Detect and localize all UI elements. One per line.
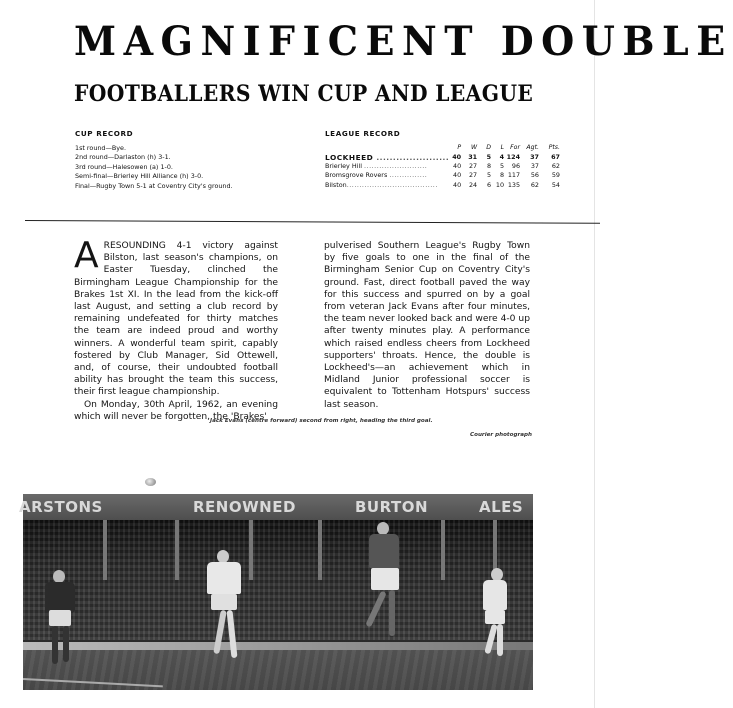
page-edge-rule <box>594 0 595 708</box>
photo-caption: Jack Evans (centre forward) second from right, heading the third goal. <box>210 418 433 424</box>
stand-pillar <box>175 520 179 580</box>
lost-cell: 8 <box>499 171 505 180</box>
cup-record <box>75 129 305 191</box>
section-divider <box>25 220 600 224</box>
drawn-cell: 5 <box>486 171 492 180</box>
team-cell <box>325 162 449 171</box>
football-image <box>145 478 156 486</box>
header-against: Agt. <box>526 144 539 151</box>
header-won: W <box>470 144 478 151</box>
table-row <box>325 181 560 190</box>
against-cell: 37 <box>530 153 539 161</box>
drawn-cell: 5 <box>486 153 492 161</box>
points-cell: 59 <box>551 171 560 180</box>
photo-credit: Courier photograph <box>470 432 532 438</box>
against-cell: 56 <box>530 171 539 180</box>
for-cell: 96 <box>511 162 521 171</box>
won-cell: 27 <box>468 171 478 180</box>
stand-pillar <box>249 520 253 580</box>
won-cell: 27 <box>468 162 478 171</box>
for-cell: 117 <box>507 171 521 180</box>
hoarding-word: ARSTONS <box>19 498 103 516</box>
leader-dots: ......................... <box>364 162 428 171</box>
cup-round: Semi-final—Brierley Hill Alliance (h) 3-0. <box>75 172 204 181</box>
table-row <box>325 162 560 171</box>
played-cell: 40 <box>452 153 462 161</box>
hoarding-word: RENOWNED <box>193 498 296 516</box>
team-name: Bilston <box>325 180 347 189</box>
league-table-header <box>325 144 560 153</box>
team-cell <box>325 153 449 162</box>
header-lost: L <box>500 144 505 151</box>
header-team <box>325 144 449 153</box>
crowd-stand <box>23 520 533 640</box>
article-column-left <box>74 235 278 423</box>
team-name: Bromsgrove Rovers <box>325 171 388 180</box>
article-paragraph-text: RESOUNDING 4-1 victory against Bilston, last season's champions, on Easter Tuesday, clinched the Birmingham League Championship for the Brakes 1st XI. In the lead from the kick-off last August, and setting a club record by remaining undefeated for thirty matches the team are indeed proud and worthy winners. A wonderful team spirit, capably fostered by Club Manager, Sid Ottewell, and, of course, their undoubted football ability has brought the team this success, their first league championship. <box>74 241 278 398</box>
subheadline: FOOTBALLERS WIN CUP AND LEAGUE <box>74 81 534 107</box>
hoarding-word: ALES <box>479 498 524 516</box>
cup-round: 3rd round—Halesowen (a) 1-0. <box>75 162 173 171</box>
drop-cap: A <box>74 235 99 276</box>
points-cell: 54 <box>551 180 560 189</box>
lost-cell: 4 <box>499 153 505 161</box>
cup-round: Final—Rugby Town 5-1 at Coventry City's ground. <box>75 181 233 190</box>
team-cell <box>325 181 449 190</box>
league-record-title: LEAGUE RECORD <box>325 129 401 138</box>
table-row <box>325 153 560 162</box>
headline: MAGNIFICENT DOUBLE <box>74 16 733 65</box>
article-paragraph: On Monday, 30th April, 1962, an evening which will never be forgotten, the 'Brakes' <box>74 399 278 422</box>
article-column-right <box>324 240 530 411</box>
match-photo <box>19 494 533 690</box>
article-paragraph <box>74 235 278 399</box>
won-cell: 31 <box>468 153 478 161</box>
stadium-hoarding <box>19 494 533 520</box>
drawn-cell: 6 <box>486 180 492 189</box>
header-for: For <box>510 144 521 151</box>
against-cell: 37 <box>530 162 539 171</box>
against-cell: 62 <box>530 180 539 189</box>
leader-dots: .................................... <box>346 180 438 189</box>
league-table <box>325 144 560 190</box>
cup-round: 2nd round—Darlaston (h) 3-1. <box>75 153 171 162</box>
stand-pillar <box>103 520 107 580</box>
lost-cell: 5 <box>499 162 505 171</box>
league-record <box>325 129 560 190</box>
team-name: LOCKHEED <box>325 153 374 162</box>
leader-dots: ............... <box>389 171 428 180</box>
cup-record-title: CUP RECORD <box>75 129 134 138</box>
played-cell: 40 <box>453 180 462 189</box>
team-cell <box>325 171 449 180</box>
drawn-cell: 8 <box>486 162 492 171</box>
team-name: Brierley Hill <box>325 162 362 171</box>
header-played: P <box>457 144 462 151</box>
leader-dots: ...................... <box>376 153 450 162</box>
hoarding-word: BURTON <box>355 498 429 516</box>
header-points: Pts. <box>548 144 560 151</box>
table-row <box>325 171 560 180</box>
stand-pillar <box>441 520 445 580</box>
perimeter-wall <box>23 642 533 650</box>
for-cell: 124 <box>506 153 521 161</box>
points-cell: 62 <box>551 162 560 171</box>
header-drawn: D <box>486 144 492 151</box>
won-cell: 24 <box>468 180 478 189</box>
played-cell: 40 <box>453 171 462 180</box>
for-cell: 135 <box>507 180 521 189</box>
points-cell: 67 <box>551 153 560 161</box>
article-paragraph: pulverised Southern League's Rugby Town by five goals to one in the final of the Birmingham Senior Cup on Coventry City's ground. Fast, direct football paved the way for this success and spurred on by a goal from veteran Jack Evans after four minutes, the team never looked back and were 4-0 up after twenty minutes play. A performance which raised endless cheers from Lockheed supporters' throats. Hence, the double is Lockheed's—an achievement which in Midland Junior professional soccer is equivalent to Tottenham Hotspurs' success last season. <box>324 241 530 410</box>
lost-cell: 10 <box>495 180 505 189</box>
played-cell: 40 <box>453 162 462 171</box>
cup-round: 1st round—Bye. <box>75 144 127 152</box>
stand-pillar <box>318 520 322 580</box>
